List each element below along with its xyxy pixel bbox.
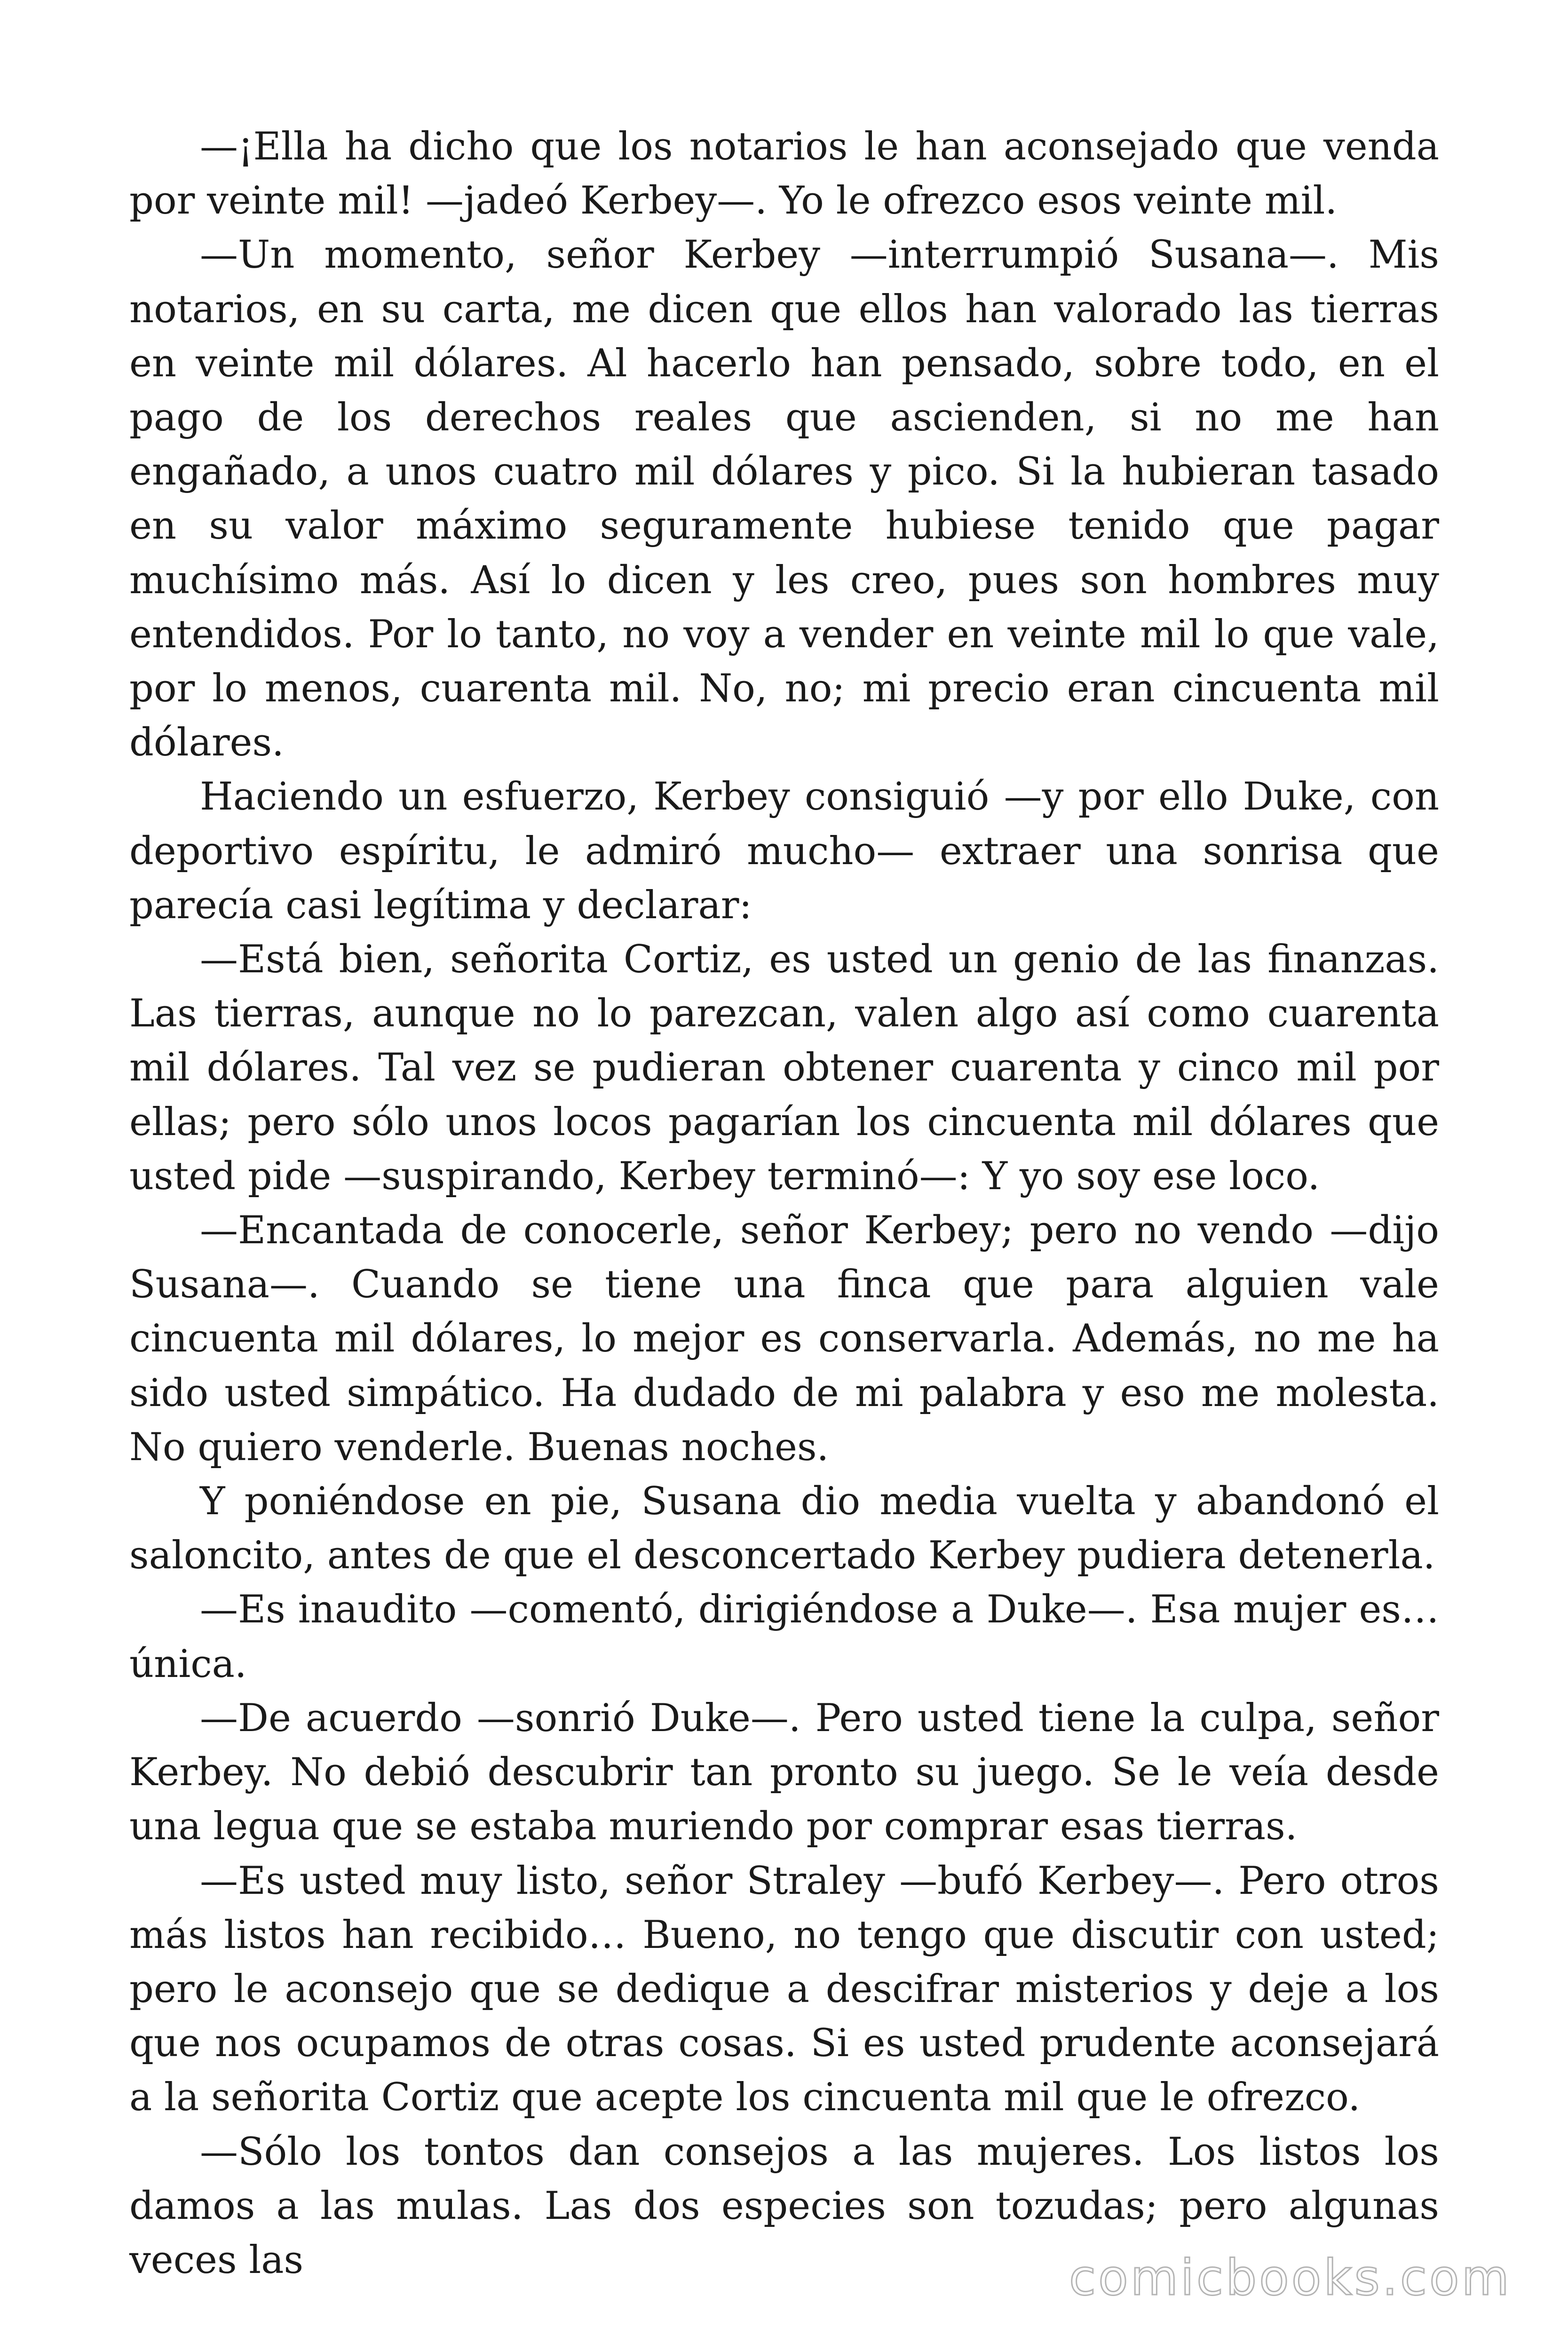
paragraph-5: —Encantada de conocerle, señor Kerbey; pero no vendo —dijo Susana—. Cuando se tiene una finca que para alguien vale cincuenta mil dólares, lo mejor es conservarla. Además, no me ha sido usted simpático. Ha dudado de mi palabra y eso me molesta. No quiero venderle. Buenas noches. (129, 1208, 1439, 1470)
paragraph-7: —Es inaudito —comentó, dirigiéndose a Duke—. Esa mujer es… única. (129, 1588, 1439, 1686)
watermark-text: comicbooks.com (1069, 2249, 1512, 2306)
paragraph-3: Haciendo un esfuerzo, Kerbey consiguió —y por ello Duke, con deportivo espíritu, le admiró mucho— extraer una sonrisa que parecía casi legítima y declarar: (129, 775, 1439, 928)
paragraph-9: —Es usted muy listo, señor Straley —bufó Kerbey—. Pero otros más listos han recibido… Bueno, no tengo que discutir con usted; pero le aconsejo que se dedique a descifrar misterios y deje a los que nos ocupamos de otras cosas. Si es usted prudente aconsejará a la señorita Cortiz que acepte los cincuenta mil que le ofrezco. (129, 1859, 1439, 2120)
paragraph-2: —Un momento, señor Kerbey —interrumpió Susana—. Mis notarios, en su carta, me dicen que ellos han valorado las tierras en veinte mil dólares. Al hacerlo han pensado, sobre todo, en el pago de los derechos reales que ascienden, si no me han engañado, a unos cuatro mil dólares y pico. Si la hubieran tasado en su valor máximo seguramente hubiese tenido que pagar muchísimo más. Así lo dicen y les creo, pues son hombres muy entendidos. Por lo tanto, no voy a vender en veinte mil lo que vale, por lo menos, cuarenta mil. No, no; mi precio eran cincuenta mil dólares. (129, 233, 1439, 765)
paragraph-8: —De acuerdo —sonrió Duke—. Pero usted tiene la culpa, señor Kerbey. No debió descubrir tan pronto su juego. Se le veía desde una legua que se estaba muriendo por comprar esas tierras. (129, 1696, 1439, 1849)
paragraph-4: —Está bien, señorita Cortiz, es usted un genio de las finanzas. Las tierras, aunque no lo parezcan, valen algo así como cuarenta mil dólares. Tal vez se pudieran obtener cuarenta y cinco mil por ellas; pero sólo unos locos pagarían los cincuenta mil dólares que usted pide —suspirando, Kerbey terminó—: Y yo soy ese loco. (129, 938, 1439, 1199)
page-body-text (129, 120, 1439, 2288)
paragraph-10: —Sólo los tontos dan consejos a las mujeres. Los listos los damos a las mulas. Las dos especies son tozudas; pero algunas veces las (129, 2130, 1439, 2282)
paragraph-1: —¡Ella ha dicho que los notarios le han aconsejado que venda por veinte mil! —jadeó Kerbey—. Yo le ofrezco esos veinte mil. (129, 125, 1439, 223)
paragraph-6: Y poniéndose en pie, Susana dio media vuelta y abandonó el saloncito, antes de que el desconcertado Kerbey pudiera detenerla. (129, 1479, 1439, 1578)
